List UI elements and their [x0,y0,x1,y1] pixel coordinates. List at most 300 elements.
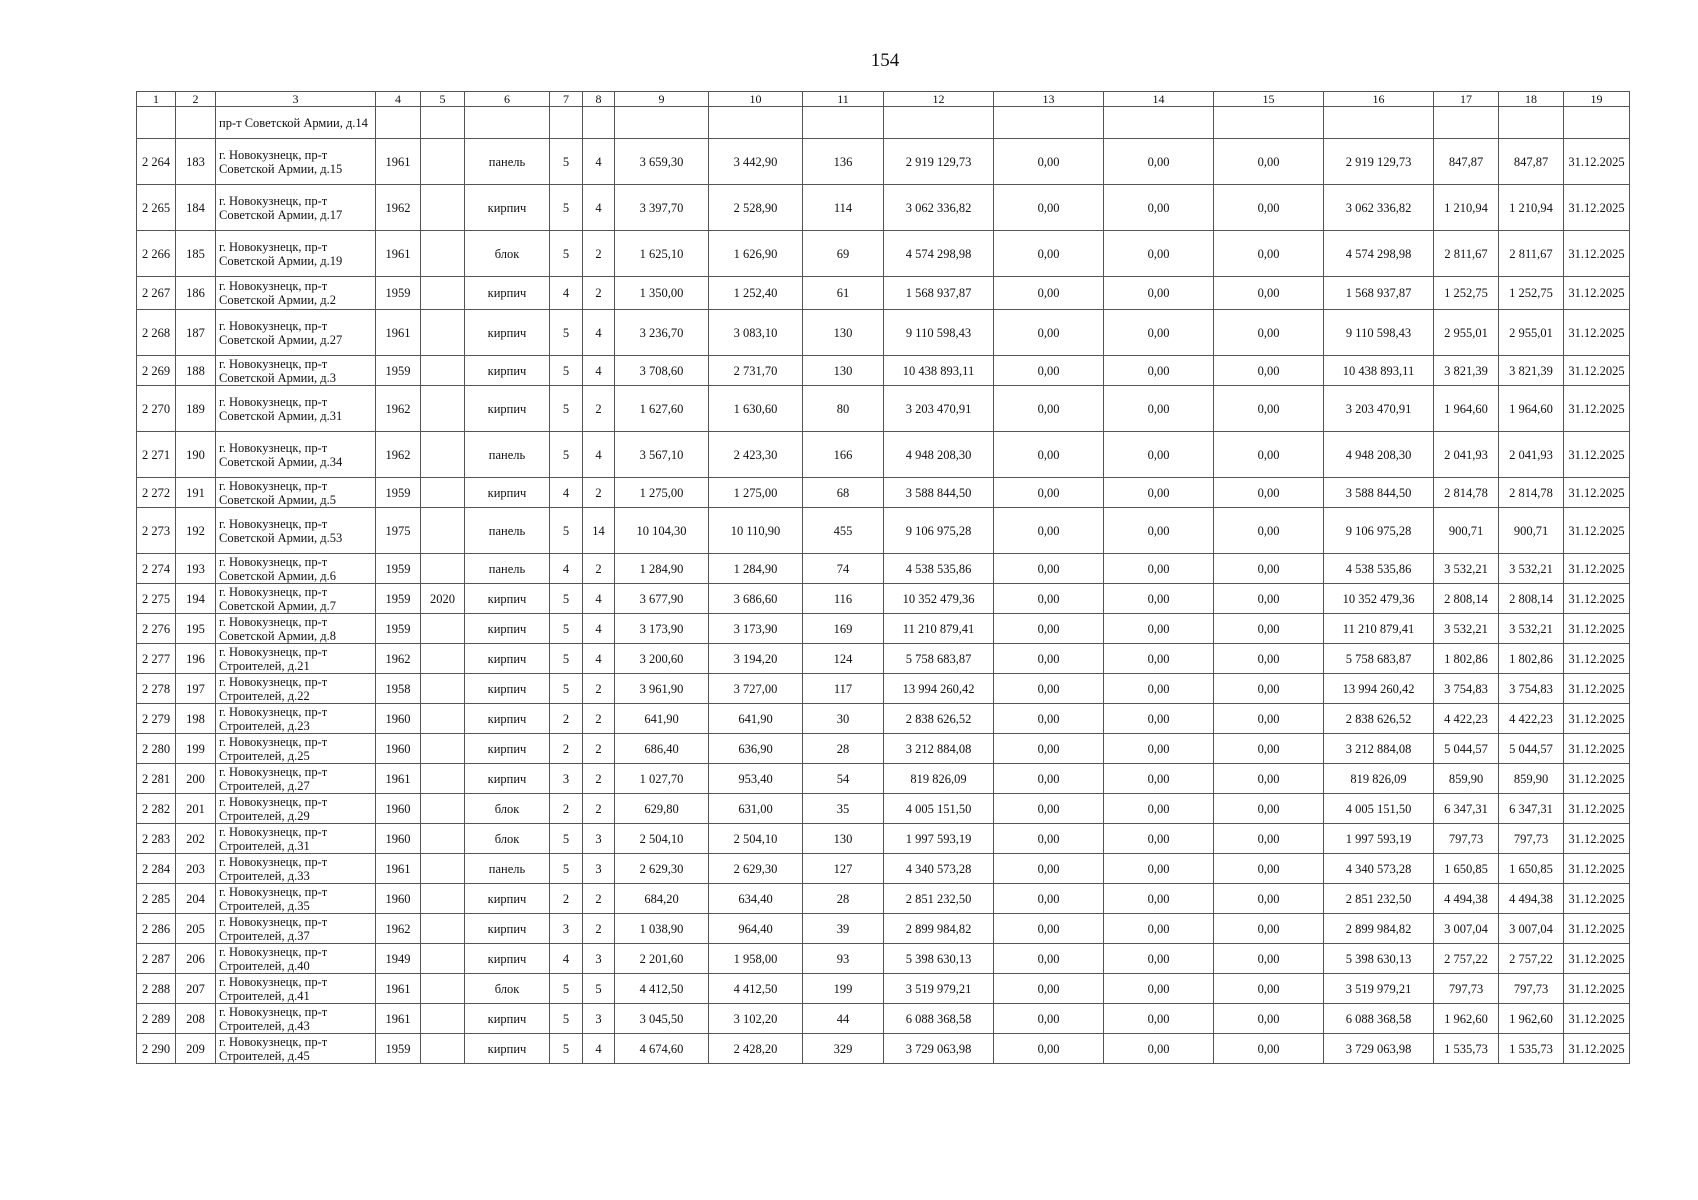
cell-col-12: 5 758 683,87 [884,644,994,674]
cell-col-6: кирпич [465,356,550,386]
cell-col-7: 5 [550,386,583,432]
cell-col-15: 0,00 [1214,584,1324,614]
cell-col-4: 1961 [376,974,421,1004]
cell-col-18: 3 007,04 [1499,914,1564,944]
cell-col-10: 2 731,70 [709,356,803,386]
cell-col-7: 5 [550,185,583,231]
cell-col-16: 3 203 470,91 [1324,386,1434,432]
cell-col-12: 4 340 573,28 [884,854,994,884]
cell-col-8: 14 [583,508,615,554]
cell-col-6: кирпич [465,584,550,614]
cell-col-1: 2 279 [137,704,176,734]
address-cell: г. Новокузнецк, пр-т Советской Армии, д.8 [216,614,376,644]
cell-col-6: кирпич [465,884,550,914]
cell-col-15: 0,00 [1214,614,1324,644]
cell-col-14: 0,00 [1104,794,1214,824]
cell-col-2: 205 [176,914,216,944]
cell-col-4: 1961 [376,310,421,356]
cell-col-7: 5 [550,1034,583,1064]
cell-col-13: 0,00 [994,974,1104,1004]
cell-col-14: 0,00 [1104,914,1214,944]
cell-col-13: 0,00 [994,231,1104,277]
cell [550,107,583,139]
cell-col-10: 641,90 [709,704,803,734]
cell-col-16: 1 568 937,87 [1324,277,1434,310]
address-cell: г. Новокузнецк, пр-т Строителей, д.37 [216,914,376,944]
cell-col-11: 74 [803,554,884,584]
cell-col-5 [421,614,465,644]
cell-col-13: 0,00 [994,386,1104,432]
cell-col-12: 2 919 129,73 [884,139,994,185]
cell-col-6: кирпич [465,185,550,231]
cell-col-2: 183 [176,139,216,185]
cell-col-15: 0,00 [1214,974,1324,1004]
column-number-11: 11 [803,92,884,107]
cell-col-1: 2 271 [137,432,176,478]
cell-col-13: 0,00 [994,554,1104,584]
cell-col-16: 13 994 260,42 [1324,674,1434,704]
table-row [137,794,1630,824]
cell-col-6: блок [465,794,550,824]
cell-col-9: 3 659,30 [615,139,709,185]
table-row [137,231,1630,277]
cell-col-11: 80 [803,386,884,432]
cell-col-1: 2 280 [137,734,176,764]
cell-col-5 [421,185,465,231]
cell-col-4: 1961 [376,1004,421,1034]
cell-col-11: 28 [803,734,884,764]
cell-col-19: 31.12.2025 [1564,914,1630,944]
cell-col-2: 198 [176,704,216,734]
cell-col-17: 3 532,21 [1434,614,1499,644]
cell-col-2: 207 [176,974,216,1004]
cell-col-9: 3 961,90 [615,674,709,704]
cell-col-16: 3 588 844,50 [1324,478,1434,508]
cell-col-19: 31.12.2025 [1564,674,1630,704]
cell-col-11: 61 [803,277,884,310]
cell-col-16: 5 398 630,13 [1324,944,1434,974]
address-cell: пр-т Советской Армии, д.14 [216,107,376,139]
cell-col-10: 964,40 [709,914,803,944]
cell-col-9: 3 045,50 [615,1004,709,1034]
cell-col-17: 859,90 [1434,764,1499,794]
cell-col-18: 3 754,83 [1499,674,1564,704]
cell-col-19: 31.12.2025 [1564,734,1630,764]
cell-col-2: 200 [176,764,216,794]
cell-col-15: 0,00 [1214,139,1324,185]
cell-col-15: 0,00 [1214,764,1324,794]
cell-col-2: 201 [176,794,216,824]
cell-col-11: 130 [803,824,884,854]
table-row [137,478,1630,508]
cell-col-12: 9 106 975,28 [884,508,994,554]
cell-col-2: 208 [176,1004,216,1034]
cell-col-2: 187 [176,310,216,356]
cell-col-13: 0,00 [994,310,1104,356]
cell-col-1: 2 289 [137,1004,176,1034]
column-number-7: 7 [550,92,583,107]
cell-col-9: 1 625,10 [615,231,709,277]
cell-col-17: 2 814,78 [1434,478,1499,508]
cell-col-6: панель [465,432,550,478]
cell-col-11: 455 [803,508,884,554]
cell-col-15: 0,00 [1214,231,1324,277]
cell-col-14: 0,00 [1104,139,1214,185]
table-row [137,704,1630,734]
cell-col-5 [421,432,465,478]
column-number-8: 8 [583,92,615,107]
cell-col-13: 0,00 [994,734,1104,764]
cell-col-9: 4 412,50 [615,974,709,1004]
cell-col-13: 0,00 [994,1004,1104,1034]
cell-col-17: 797,73 [1434,974,1499,1004]
cell-col-13: 0,00 [994,944,1104,974]
cell-col-16: 4 340 573,28 [1324,854,1434,884]
cell-col-2: 204 [176,884,216,914]
cell-col-12: 3 588 844,50 [884,478,994,508]
cell-col-4: 1960 [376,824,421,854]
column-number-2: 2 [176,92,216,107]
cell-col-11: 114 [803,185,884,231]
cell-col-17: 2 955,01 [1434,310,1499,356]
address-cell: г. Новокузнецк, пр-т Строителей, д.22 [216,674,376,704]
cell-col-17: 6 347,31 [1434,794,1499,824]
cell-col-6: блок [465,231,550,277]
cell [884,107,994,139]
cell-col-13: 0,00 [994,884,1104,914]
cell-col-17: 847,87 [1434,139,1499,185]
cell-col-13: 0,00 [994,854,1104,884]
cell-col-1: 2 286 [137,914,176,944]
cell-col-19: 31.12.2025 [1564,644,1630,674]
address-cell: г. Новокузнецк, пр-т Советской Армии, д.34 [216,432,376,478]
table-row [137,674,1630,704]
cell-col-17: 1 650,85 [1434,854,1499,884]
cell-col-10: 1 284,90 [709,554,803,584]
address-cell: г. Новокузнецк, пр-т Советской Армии, д.3 [216,356,376,386]
cell-col-13: 0,00 [994,614,1104,644]
cell-col-17: 1 802,86 [1434,644,1499,674]
cell-col-15: 0,00 [1214,432,1324,478]
cell-col-13: 0,00 [994,139,1104,185]
table-row [137,884,1630,914]
cell-col-2: 202 [176,824,216,854]
cell-col-12: 5 398 630,13 [884,944,994,974]
cell [1104,107,1214,139]
cell-col-15: 0,00 [1214,824,1324,854]
cell-col-9: 2 504,10 [615,824,709,854]
cell-col-12: 1 997 593,19 [884,824,994,854]
cell-col-4: 1959 [376,478,421,508]
cell-col-1: 2 272 [137,478,176,508]
cell-col-19: 31.12.2025 [1564,614,1630,644]
cell-col-8: 3 [583,1004,615,1034]
cell-col-6: кирпич [465,1004,550,1034]
cell-col-18: 2 811,67 [1499,231,1564,277]
cell-col-19: 31.12.2025 [1564,884,1630,914]
cell-col-5 [421,794,465,824]
cell-col-5 [421,734,465,764]
cell-col-8: 2 [583,277,615,310]
table-row [137,584,1630,614]
cell-col-15: 0,00 [1214,310,1324,356]
cell-col-16: 9 106 975,28 [1324,508,1434,554]
cell-col-4: 1962 [376,914,421,944]
cell-col-10: 3 102,20 [709,1004,803,1034]
cell-col-15: 0,00 [1214,704,1324,734]
address-cell: г. Новокузнецк, пр-т Советской Армии, д.27 [216,310,376,356]
cell-col-10: 2 629,30 [709,854,803,884]
cell-col-4: 1961 [376,139,421,185]
cell-col-4: 1960 [376,704,421,734]
cell-col-5 [421,277,465,310]
cell-col-18: 4 494,38 [1499,884,1564,914]
cell-col-15: 0,00 [1214,794,1324,824]
cell-col-6: кирпич [465,944,550,974]
column-number-4: 4 [376,92,421,107]
cell-col-9: 3 397,70 [615,185,709,231]
cell-col-14: 0,00 [1104,478,1214,508]
column-number-14: 14 [1104,92,1214,107]
cell-col-19: 31.12.2025 [1564,704,1630,734]
cell-col-18: 1 210,94 [1499,185,1564,231]
cell-col-7: 5 [550,974,583,1004]
cell-col-4: 1959 [376,277,421,310]
cell-col-7: 5 [550,674,583,704]
cell-col-15: 0,00 [1214,508,1324,554]
column-number-16: 16 [1324,92,1434,107]
cell-col-10: 3 173,90 [709,614,803,644]
cell-col-12: 4 574 298,98 [884,231,994,277]
continuation-row [137,107,1630,139]
cell-col-14: 0,00 [1104,824,1214,854]
cell-col-11: 93 [803,944,884,974]
cell-col-11: 166 [803,432,884,478]
cell-col-4: 1960 [376,794,421,824]
column-number-3: 3 [216,92,376,107]
cell-col-2: 192 [176,508,216,554]
cell-col-5 [421,356,465,386]
cell-col-2: 184 [176,185,216,231]
address-cell: г. Новокузнецк, пр-т Советской Армии, д.6 [216,554,376,584]
cell-col-14: 0,00 [1104,674,1214,704]
cell-col-17: 1 962,60 [1434,1004,1499,1034]
cell-col-5 [421,508,465,554]
cell-col-6: панель [465,139,550,185]
cell-col-19: 31.12.2025 [1564,584,1630,614]
cell-col-9: 3 236,70 [615,310,709,356]
cell-col-10: 1 252,40 [709,277,803,310]
cell-col-14: 0,00 [1104,944,1214,974]
cell-col-4: 1959 [376,554,421,584]
cell-col-10: 2 423,30 [709,432,803,478]
cell-col-5 [421,1034,465,1064]
cell-col-14: 0,00 [1104,185,1214,231]
cell-col-9: 3 200,60 [615,644,709,674]
cell-col-12: 4 538 535,86 [884,554,994,584]
cell [1324,107,1434,139]
cell-col-10: 3 083,10 [709,310,803,356]
cell-col-2: 195 [176,614,216,644]
cell-col-11: 69 [803,231,884,277]
cell-col-5 [421,914,465,944]
cell-col-2: 191 [176,478,216,508]
cell-col-5 [421,704,465,734]
cell-col-12: 9 110 598,43 [884,310,994,356]
cell-col-6: кирпич [465,914,550,944]
column-number-9: 9 [615,92,709,107]
cell-col-9: 1 627,60 [615,386,709,432]
table-row [137,356,1630,386]
cell-col-6: кирпич [465,386,550,432]
cell-col-1: 2 275 [137,584,176,614]
cell-col-12: 11 210 879,41 [884,614,994,644]
cell-col-12: 1 568 937,87 [884,277,994,310]
cell-col-8: 2 [583,734,615,764]
cell-col-1: 2 284 [137,854,176,884]
cell-col-16: 3 062 336,82 [1324,185,1434,231]
cell-col-16: 819 826,09 [1324,764,1434,794]
cell-col-2: 196 [176,644,216,674]
table-row [137,185,1630,231]
cell-col-17: 797,73 [1434,824,1499,854]
cell-col-8: 2 [583,884,615,914]
cell-col-10: 631,00 [709,794,803,824]
cell-col-4: 1962 [376,386,421,432]
cell-col-18: 2 955,01 [1499,310,1564,356]
table-row [137,914,1630,944]
cell-col-13: 0,00 [994,478,1104,508]
address-cell: г. Новокузнецк, пр-т Советской Армии, д.5 [216,478,376,508]
cell [709,107,803,139]
cell-col-2: 186 [176,277,216,310]
cell-col-15: 0,00 [1214,884,1324,914]
cell-col-18: 3 821,39 [1499,356,1564,386]
cell-col-18: 1 962,60 [1499,1004,1564,1034]
cell-col-5 [421,554,465,584]
cell-col-12: 3 729 063,98 [884,1034,994,1064]
cell-col-8: 2 [583,554,615,584]
cell [176,107,216,139]
cell [1214,107,1324,139]
table-row [137,277,1630,310]
cell-col-16: 4 948 208,30 [1324,432,1434,478]
cell [615,107,709,139]
column-number-13: 13 [994,92,1104,107]
cell-col-9: 1 038,90 [615,914,709,944]
cell-col-6: кирпич [465,704,550,734]
cell-col-15: 0,00 [1214,854,1324,884]
cell-col-10: 10 110,90 [709,508,803,554]
cell-col-15: 0,00 [1214,185,1324,231]
cell-col-10: 953,40 [709,764,803,794]
cell-col-7: 5 [550,310,583,356]
cell-col-1: 2 268 [137,310,176,356]
cell-col-6: кирпич [465,614,550,644]
cell-col-11: 199 [803,974,884,1004]
cell-col-16: 3 519 979,21 [1324,974,1434,1004]
column-number-12: 12 [884,92,994,107]
cell-col-17: 2 041,93 [1434,432,1499,478]
cell-col-9: 3 173,90 [615,614,709,644]
cell-col-17: 5 044,57 [1434,734,1499,764]
cell-col-13: 0,00 [994,824,1104,854]
address-cell: г. Новокузнецк, пр-т Строителей, д.23 [216,704,376,734]
cell [137,107,176,139]
cell-col-1: 2 281 [137,764,176,794]
cell-col-1: 2 264 [137,139,176,185]
cell-col-14: 0,00 [1104,764,1214,794]
cell-col-11: 35 [803,794,884,824]
cell-col-19: 31.12.2025 [1564,386,1630,432]
cell-col-1: 2 278 [137,674,176,704]
cell-col-6: кирпич [465,644,550,674]
cell-col-11: 136 [803,139,884,185]
cell-col-1: 2 283 [137,824,176,854]
cell-col-2: 203 [176,854,216,884]
table-row [137,386,1630,432]
cell-col-18: 5 044,57 [1499,734,1564,764]
cell-col-10: 2 504,10 [709,824,803,854]
cell-col-12: 13 994 260,42 [884,674,994,704]
cell-col-19: 31.12.2025 [1564,185,1630,231]
cell-col-13: 0,00 [994,644,1104,674]
cell-col-7: 5 [550,854,583,884]
address-cell: г. Новокузнецк, пр-т Строителей, д.25 [216,734,376,764]
cell-col-17: 3 532,21 [1434,554,1499,584]
cell-col-6: панель [465,854,550,884]
address-cell: г. Новокузнецк, пр-т Советской Армии, д.17 [216,185,376,231]
cell-col-5 [421,824,465,854]
cell-col-1: 2 285 [137,884,176,914]
cell-col-17: 2 808,14 [1434,584,1499,614]
cell [1564,107,1630,139]
cell-col-18: 1 252,75 [1499,277,1564,310]
cell [994,107,1104,139]
cell-col-6: кирпич [465,478,550,508]
cell-col-5 [421,1004,465,1034]
cell-col-6: кирпич [465,764,550,794]
cell-col-7: 5 [550,584,583,614]
cell-col-4: 1962 [376,185,421,231]
cell-col-17: 1 252,75 [1434,277,1499,310]
cell-col-18: 1 535,73 [1499,1034,1564,1064]
cell-col-5 [421,310,465,356]
cell-col-5 [421,478,465,508]
cell-col-1: 2 290 [137,1034,176,1064]
cell-col-1: 2 274 [137,554,176,584]
cell-col-13: 0,00 [994,432,1104,478]
cell-col-7: 2 [550,734,583,764]
cell-col-14: 0,00 [1104,554,1214,584]
cell-col-8: 3 [583,824,615,854]
cell-col-4: 1959 [376,614,421,644]
cell-col-7: 5 [550,824,583,854]
cell-col-7: 3 [550,764,583,794]
cell-col-13: 0,00 [994,584,1104,614]
cell-col-11: 130 [803,356,884,386]
table-row [137,1034,1630,1064]
cell-col-12: 3 519 979,21 [884,974,994,1004]
cell-col-18: 797,73 [1499,824,1564,854]
cell-col-1: 2 269 [137,356,176,386]
cell-col-4: 1949 [376,944,421,974]
cell-col-10: 1 626,90 [709,231,803,277]
table-row [137,1004,1630,1034]
table-row [137,854,1630,884]
cell-col-8: 4 [583,644,615,674]
cell-col-7: 3 [550,914,583,944]
